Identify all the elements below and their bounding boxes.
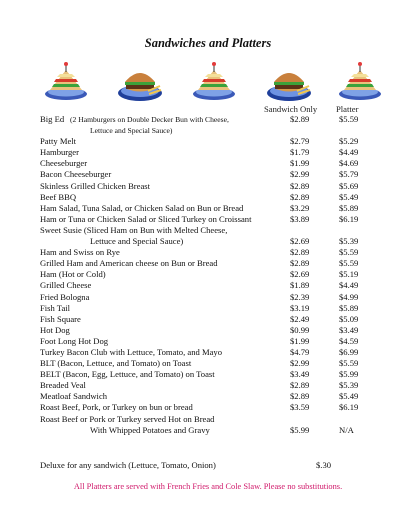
sandwich-price: $2.69 xyxy=(290,269,310,280)
sandwich-price: $3.59 xyxy=(290,402,310,413)
hamburger-platter-icon xyxy=(116,60,164,104)
sandwich-price: $2.39 xyxy=(290,291,310,302)
sandwich-price: $2.89 xyxy=(290,114,310,124)
platter-footnote: All Platters are served with French Fries and Cole Slaw. Please no substitutions. xyxy=(73,482,343,491)
menu-item-row xyxy=(0,247,416,258)
menu-items xyxy=(0,114,416,436)
menu-item-row xyxy=(0,258,416,269)
menu-item-row xyxy=(0,402,416,413)
platter-price: $5.89 xyxy=(339,302,359,313)
menu-item-row xyxy=(0,181,416,192)
food-illustrations xyxy=(0,60,416,105)
menu-item-row xyxy=(0,225,416,236)
menu-item-row xyxy=(0,336,416,347)
platter-price: $4.99 xyxy=(339,291,359,302)
platter-price: $5.59 xyxy=(339,358,359,369)
sandwich-price: $4.79 xyxy=(290,346,310,357)
menu-item-row xyxy=(0,269,416,280)
club-sandwich-icon xyxy=(190,60,238,104)
sandwich-price: $3.49 xyxy=(290,369,310,380)
menu-item-row xyxy=(0,347,416,358)
platter-price: $6.99 xyxy=(339,346,359,357)
menu-item-name: Fried Bologna xyxy=(40,291,90,302)
menu-item-row xyxy=(0,125,416,136)
menu-item-name: With Whipped Potatoes and Gravy xyxy=(90,424,210,435)
sandwich-price: $2.89 xyxy=(290,391,310,402)
menu-item-row xyxy=(0,147,416,158)
sandwich-price: $2.99 xyxy=(290,358,310,369)
sandwich-price: $0.99 xyxy=(290,324,310,335)
menu-item-name: Roast Beef, Pork, or Turkey on bun or bread xyxy=(40,402,193,413)
menu-item-row xyxy=(0,292,416,303)
menu-item-row xyxy=(0,425,416,436)
hamburger-platter-icon xyxy=(265,60,313,104)
club-sandwich-icon xyxy=(336,60,384,104)
platter-price: $5.49 xyxy=(339,391,359,402)
menu-item-row xyxy=(0,325,416,336)
menu-item-name: BELT (Bacon, Egg, Lettuce, and Tomato) on Toast xyxy=(40,369,215,380)
sandwich-price: $2.89 xyxy=(290,180,310,191)
platter-price: $5.39 xyxy=(339,380,359,391)
menu-item-name: Sweet Susie (Sliced Ham on Bun with Melted Cheese, xyxy=(40,224,228,235)
club-sandwich-icon xyxy=(42,60,90,104)
column-header-platter: Platter xyxy=(336,104,359,114)
menu-item-row xyxy=(0,158,416,169)
sandwich-price: $2.89 xyxy=(290,258,310,269)
sandwich-price: $2.69 xyxy=(290,236,310,247)
menu-item-name: Lettuce and Special Sauce) xyxy=(90,126,173,136)
menu-item-row xyxy=(0,280,416,291)
menu-item-name: BLT (Bacon, Lettuce, and Tomato) on Toast xyxy=(40,358,192,369)
menu-item-name: Lettuce and Special Sauce) xyxy=(90,236,184,247)
platter-price: $5.79 xyxy=(339,169,359,180)
platter-price: $4.69 xyxy=(339,158,359,169)
menu-item-name: Ham Salad, Tuna Salad, or Chicken Salad on Bun or Bread xyxy=(40,202,244,213)
menu-item-name: Fish Tail xyxy=(40,302,71,313)
platter-price: $5.39 xyxy=(339,236,359,247)
menu-item-row xyxy=(0,214,416,225)
platter-price: N/A xyxy=(339,424,354,435)
menu-item-name: Ham or Tuna or Chicken Salad or Sliced Turkey on Croissant xyxy=(40,213,252,224)
menu-item-name: Roast Beef or Pork or Turkey served Hot on Bread xyxy=(40,413,215,424)
platter-price: $4.49 xyxy=(339,280,359,291)
platter-price: $5.99 xyxy=(339,369,359,380)
menu-item-name: Meatloaf Sandwich xyxy=(40,391,108,402)
menu-item-note: (2 Hamburgers on Double Decker Bun with Cheese, xyxy=(70,115,229,124)
menu-item-row xyxy=(0,314,416,325)
sandwich-price: $2.99 xyxy=(290,169,310,180)
sandwich-price: $2.49 xyxy=(290,313,310,324)
sandwich-price: $5.99 xyxy=(290,424,310,435)
menu-item-row xyxy=(0,114,416,125)
platter-price: $3.49 xyxy=(339,324,359,335)
menu-item-row xyxy=(0,414,416,425)
menu-item-row xyxy=(0,391,416,402)
menu-item-name: Foot Long Hot Dog xyxy=(40,335,109,346)
platter-price: $4.49 xyxy=(339,147,359,158)
menu-item-row xyxy=(0,236,416,247)
menu-item-row xyxy=(0,136,416,147)
sandwich-price: $3.89 xyxy=(290,213,310,224)
platter-price: $5.59 xyxy=(339,114,359,124)
menu-item-name: Turkey Bacon Club with Lettuce, Tomato, and Mayo xyxy=(40,346,222,357)
deluxe-label: Deluxe for any sandwich (Lettuce, Tomato, Onion) xyxy=(40,460,216,470)
platter-price: $6.19 xyxy=(339,213,359,224)
sandwich-price: $2.79 xyxy=(290,136,310,147)
platter-price: $5.09 xyxy=(339,313,359,324)
menu-item-name: Ham (Hot or Cold) xyxy=(40,269,106,280)
menu-title: Sandwiches and Platters xyxy=(144,36,272,50)
platter-price: $5.89 xyxy=(339,202,359,213)
platter-price: $5.29 xyxy=(339,136,359,147)
menu-item-row xyxy=(0,192,416,203)
menu-item-name: Big Ed xyxy=(40,114,65,124)
menu-item-name: Bacon Cheeseburger xyxy=(40,169,112,180)
menu-item-name: Breaded Veal xyxy=(40,380,86,391)
menu-item-row xyxy=(0,358,416,369)
platter-price: $5.69 xyxy=(339,180,359,191)
deluxe-price: $.30 xyxy=(316,460,332,470)
platter-price: $6.19 xyxy=(339,402,359,413)
menu-item-name: Grilled Cheese xyxy=(40,280,92,291)
menu-item-row xyxy=(0,380,416,391)
sandwich-price: $1.99 xyxy=(290,335,310,346)
sandwich-price: $2.89 xyxy=(290,247,310,258)
sandwich-price: $3.29 xyxy=(290,202,310,213)
sandwich-price: $1.79 xyxy=(290,147,310,158)
sandwich-price: $3.19 xyxy=(290,302,310,313)
column-header-sandwich-only: Sandwich Only xyxy=(264,104,318,114)
menu-item-name: Skinless Grilled Chicken Breast xyxy=(40,180,151,191)
sandwich-price: $2.89 xyxy=(290,380,310,391)
platter-price: $5.59 xyxy=(339,258,359,269)
menu-item-name: Beef BBQ xyxy=(40,191,77,202)
menu-item-row xyxy=(0,169,416,180)
platter-price: $5.19 xyxy=(339,269,359,280)
menu-item-row xyxy=(0,369,416,380)
menu-item-name: Patty Melt xyxy=(40,136,77,147)
menu-item-name: Cheeseburger xyxy=(40,158,88,169)
platter-price: $5.49 xyxy=(339,191,359,202)
menu-item-name: Hamburger xyxy=(40,147,79,158)
platter-price: $4.59 xyxy=(339,335,359,346)
sandwich-price: $2.89 xyxy=(290,191,310,202)
platter-price: $5.59 xyxy=(339,247,359,258)
menu-item-row xyxy=(0,203,416,214)
sandwich-price: $1.99 xyxy=(290,158,310,169)
menu-item-name: Ham and Swiss on Rye xyxy=(40,247,120,258)
menu-item-name: Fish Square xyxy=(40,313,81,324)
menu-item-name: Hot Dog xyxy=(40,324,70,335)
menu-item-row xyxy=(0,303,416,314)
sandwich-price: $1.89 xyxy=(290,280,310,291)
menu-item-name: Grilled Ham and American cheese on Bun or Bread xyxy=(40,258,218,269)
